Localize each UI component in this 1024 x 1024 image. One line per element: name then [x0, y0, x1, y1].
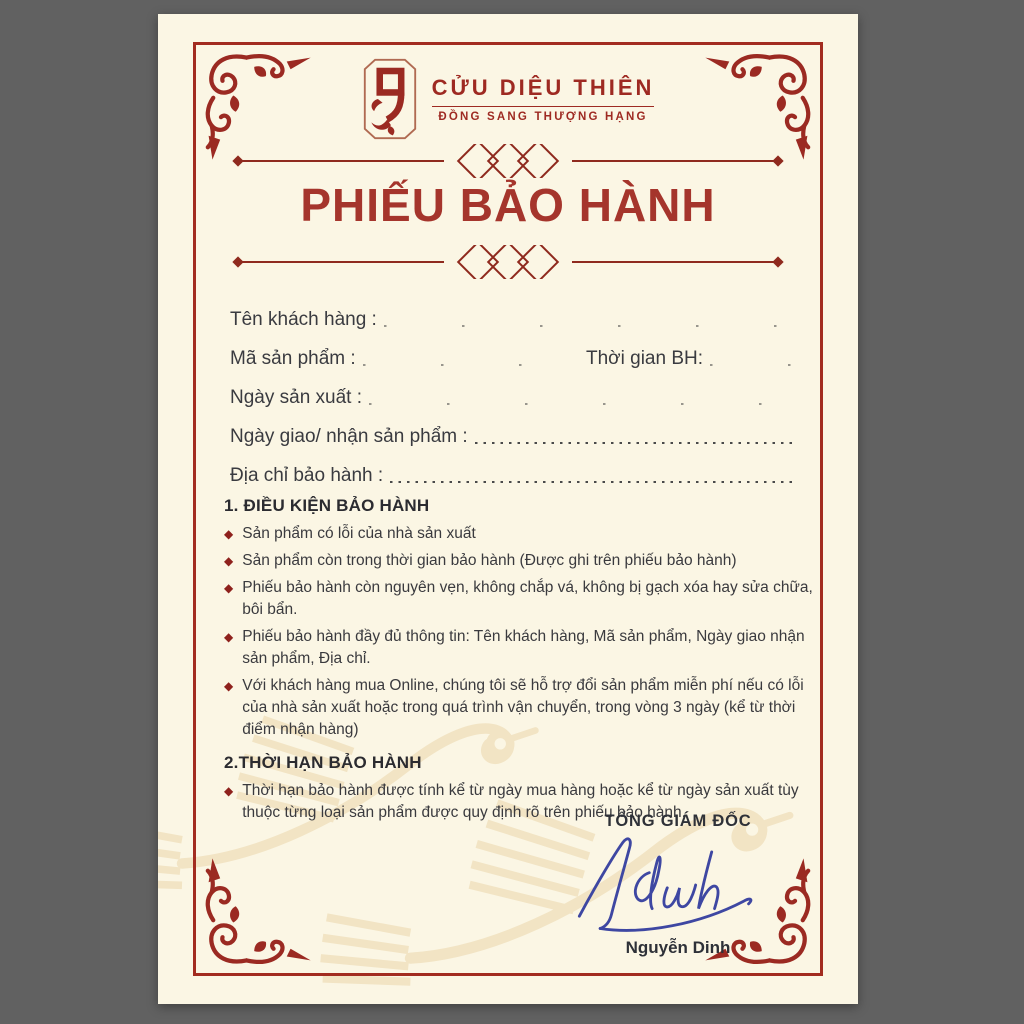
conditions-list — [224, 523, 828, 741]
brand-divider-line — [432, 106, 655, 107]
field-label: Ngày sản xuất : — [230, 387, 363, 409]
diamond-bullet-icon: ◆ — [224, 527, 234, 541]
fill-in-line — [384, 325, 798, 328]
list-item — [224, 577, 828, 621]
fill-in-line — [363, 364, 584, 367]
list-item-text: Sản phẩm có lỗi của nhà sản xuất — [242, 525, 476, 542]
brand-tagline: ĐỒNG SANG THƯỢNG HẠNG — [438, 111, 648, 123]
list-item — [224, 675, 828, 741]
field-label: Mã sản phẩm : — [230, 348, 356, 370]
fill-in-line — [369, 403, 798, 406]
brand-name: CỬU DIỆU THIÊN — [431, 75, 655, 100]
field-label: Tên khách hàng : — [230, 309, 377, 331]
field-delivery-date — [230, 409, 800, 448]
warranty-card — [158, 14, 858, 1004]
field-label: Ngày giao/ nhận sản phẩm : — [230, 426, 468, 448]
stylized-nine-seal-icon — [362, 56, 418, 142]
field-product-code-and-warranty-time — [230, 331, 800, 370]
list-item-text: Sản phẩm còn trong thời gian bảo hành (Được ghi trên phiếu bảo hành) — [242, 552, 737, 569]
fill-in-line — [710, 364, 798, 367]
handwritten-signature-icon — [556, 833, 788, 937]
field-production-date — [230, 370, 800, 409]
list-item-text: Phiếu bảo hành còn nguyên vẹn, không chắp vá, không bị gạch xóa hay sửa chữa, bôi bẩn. — [242, 579, 813, 618]
diamond-chain-divider-icon — [228, 144, 788, 178]
list-item-text: Với khách hàng mua Online, chúng tôi sẽ hỗ trợ đổi sản phẩm miễn phí nếu có lỗi của nhà sản xuất hoặc trong quá trình vận chuyển, trong vòng 3 ngày (kể từ thời điểm nhận hàng) — [242, 677, 804, 738]
corner-flourish-icon — [197, 856, 313, 972]
diamond-bullet-icon: ◆ — [224, 554, 234, 568]
document-title: PHIẾU BẢO HÀNH — [300, 179, 716, 231]
fill-in-line — [390, 481, 798, 484]
section-heading-duration: 2.THỜI HẠN BẢO HÀNH — [224, 753, 422, 772]
diamond-bullet-icon: ◆ — [224, 679, 234, 693]
terms-sections — [224, 496, 828, 836]
list-item-text: Phiếu bảo hành đầy đủ thông tin: Tên khách hàng, Mã sản phẩm, Ngày giao nhận sản phẩm, Địa chỉ. — [242, 628, 805, 667]
brand-header — [158, 56, 858, 142]
signer-title: TỔNG GIÁM ĐỐC — [604, 812, 752, 830]
signature-block — [570, 812, 786, 958]
warranty-form — [230, 292, 800, 487]
list-item — [224, 626, 828, 670]
list-item-text: Thời hạn bảo hành được tính kể từ ngày mua hàng hoặc kể từ ngày sản xuất tùy thuộc từng loại sản phẩm được quy định rõ trên phiếu bảo hành. — [242, 782, 799, 821]
section-heading-conditions: 1. ĐIỀU KIỆN BẢO HÀNH — [224, 496, 430, 515]
diamond-bullet-icon: ◆ — [224, 784, 234, 798]
diamond-bullet-icon: ◆ — [224, 581, 234, 595]
field-warranty-address — [230, 448, 800, 487]
diamond-bullet-icon: ◆ — [224, 630, 234, 644]
field-label: Địa chỉ bảo hành : — [230, 465, 384, 487]
field-label: Thời gian BH: — [586, 348, 704, 370]
list-item — [224, 550, 828, 572]
signer-name: Nguyễn Dinh — [625, 938, 731, 957]
diamond-chain-divider-icon — [228, 245, 788, 279]
field-customer-name — [230, 292, 800, 331]
list-item — [224, 523, 828, 545]
fill-in-line — [475, 442, 798, 445]
